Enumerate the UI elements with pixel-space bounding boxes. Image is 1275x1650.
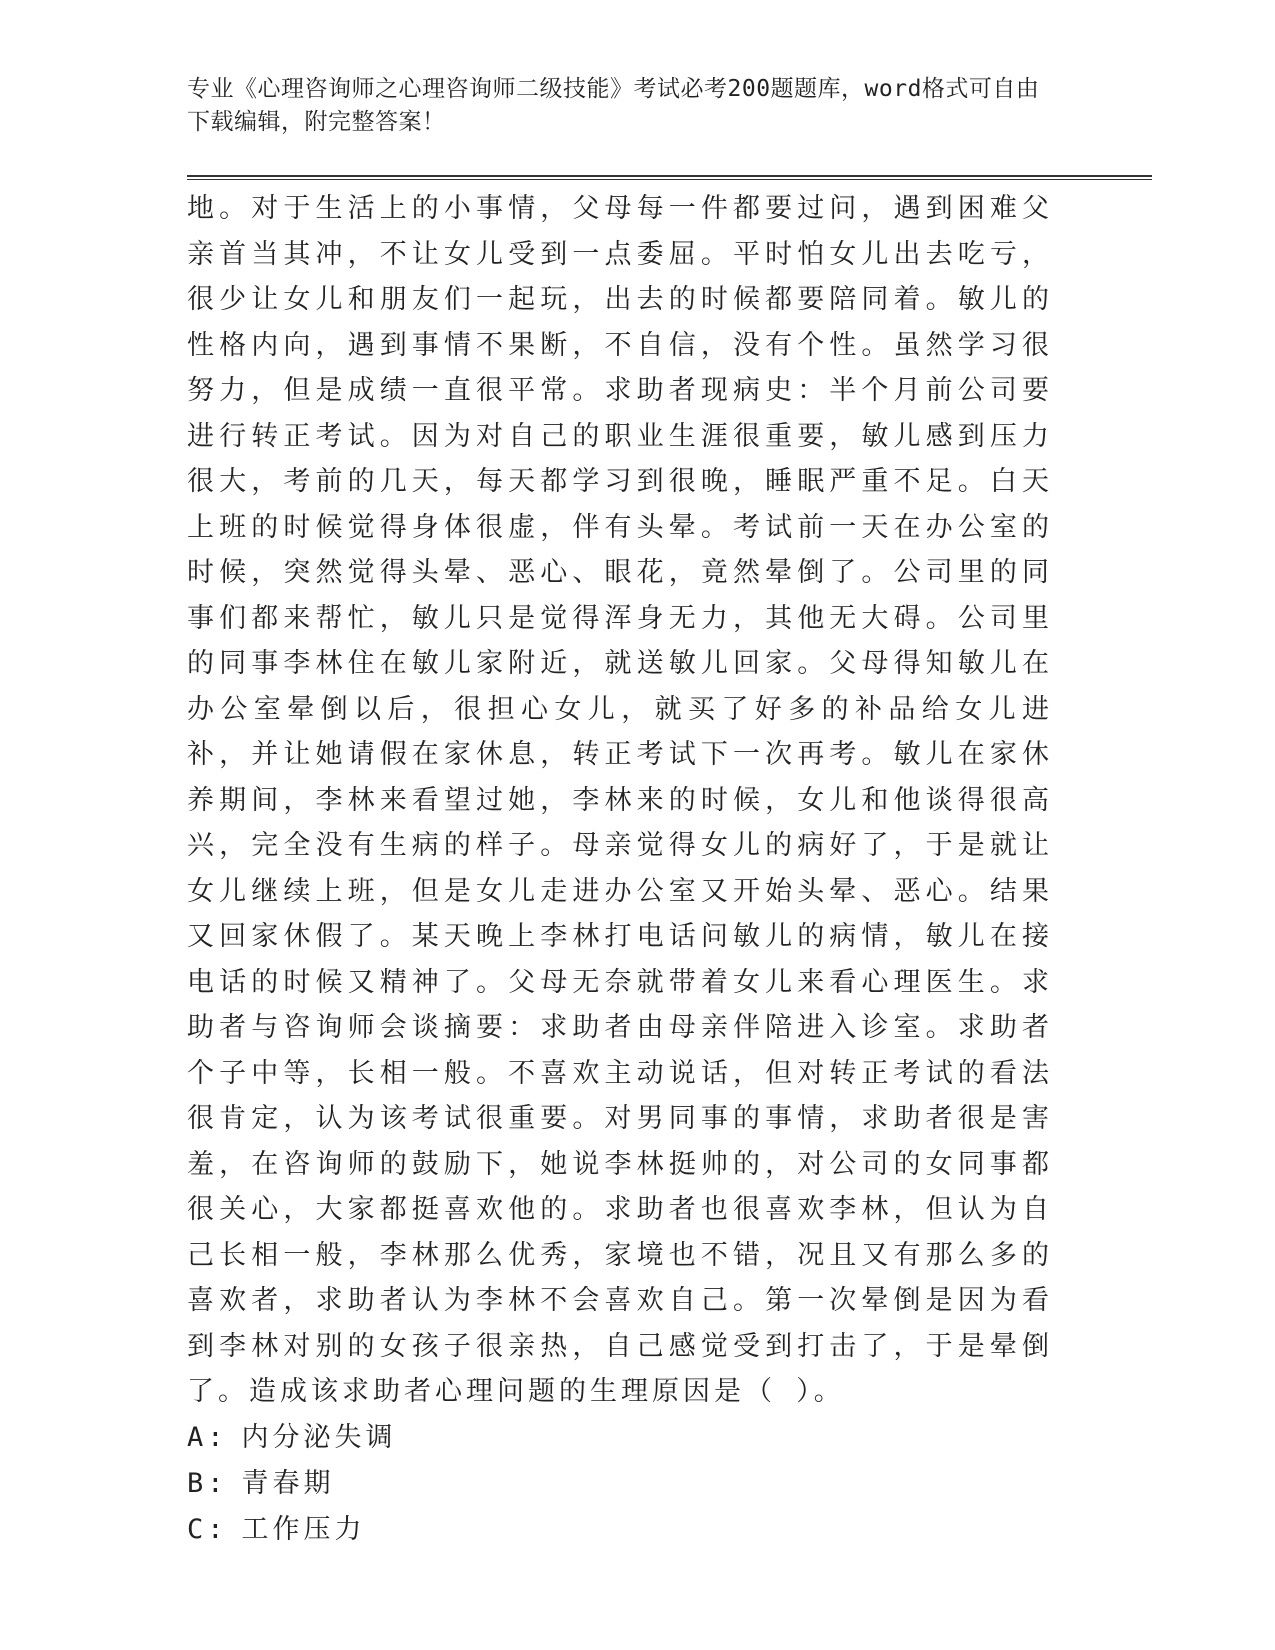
question-stem: 地。对于生活上的小事情，父母每一件都要过问，遇到困难父亲首当其冲，不让女儿受到一点委屈。平时怕女儿出去吃亏，很少让女儿和朋友们一起玩，出去的时候都要陪同着。敏儿的性格内向，遇到事情不果断，不自信，没有个性。虽然学习很努力，但是成绩一直很平常。求助者现病史：半个月前公司要进行转正考试。因为对自己的职业生涯很重要，敏儿感到压力很大，考前的几天，每天都学习到很晚，睡眠严重不足。白天上班的时候觉得身体很虚，伴有头晕。考试前一天在办公室的时候，突然觉得头晕、恶心、眼花，竟然晕倒了。公司里的同事们都来帮忙，敏儿只是觉得浑身无力，其他无大碍。公司里的同事李林住在敏儿家附近，就送敏儿回家。父母得知敏儿在办公室晕倒以后，很担心女儿，就买了好多的补品给女儿进补，并让她请假在家休息，转正考试下一次再考。敏儿在家休养期间，李林来看望过她，李林来的时候，女儿和他谈得很高兴，完全没有生病的样子。母亲觉得女儿的病好了，于是就让女儿继续上班，但是女儿走进办公室又开始头晕、恶心。结果又回家休假了。某天晚上李林打电话问敏儿的病情，敏儿在接电话的时候又精神了。父母无奈就带着女儿来看心理医生。求助者与咨询师会谈摘要：求助者由母亲伴陪进入诊室。求助者个子中等，长相一般。不喜欢主动说话，但对转正考试的看法很肯定，认为该考试很重要。对男同事的事情，求助者很是害羞，在咨询师的鼓励下，她说李林挺帅的，对公司的女同事都很关心，大家都挺喜欢他的。求助者也很喜欢李林，但认为自己长相一般，李林那么优秀，家境也不错，况且又有那么多的喜欢者，求助者认为李林不会喜欢自己。第一次晕倒是因为看到李林对别的女孩子很亲热，自己感觉受到打击了，于是晕倒了。造成该求助者心理问题的生理原因是（ ）。: [187, 193, 1053, 1407]
option-a: [187, 1415, 1053, 1461]
option-letter: A:: [187, 1421, 228, 1453]
option-b: [187, 1461, 1053, 1507]
header-text: 专业《心理咨询师之心理咨询师二级技能》考试必考200题题库，word格式可自由下载编辑，附完整答案！: [187, 76, 1040, 135]
option-text: 内分泌失调: [241, 1421, 397, 1453]
header-divider-thick: [187, 175, 1152, 177]
page-header: [187, 73, 1057, 139]
option-text: 青春期: [241, 1467, 335, 1499]
option-text: 工作压力: [241, 1513, 366, 1545]
header-divider: [187, 175, 1152, 181]
option-letter: B:: [187, 1467, 228, 1499]
answer-options: [187, 1415, 1053, 1553]
option-c: [187, 1507, 1053, 1553]
question-block: [187, 186, 1053, 1553]
option-letter: C:: [187, 1513, 228, 1545]
header-divider-thin: [187, 179, 1152, 180]
